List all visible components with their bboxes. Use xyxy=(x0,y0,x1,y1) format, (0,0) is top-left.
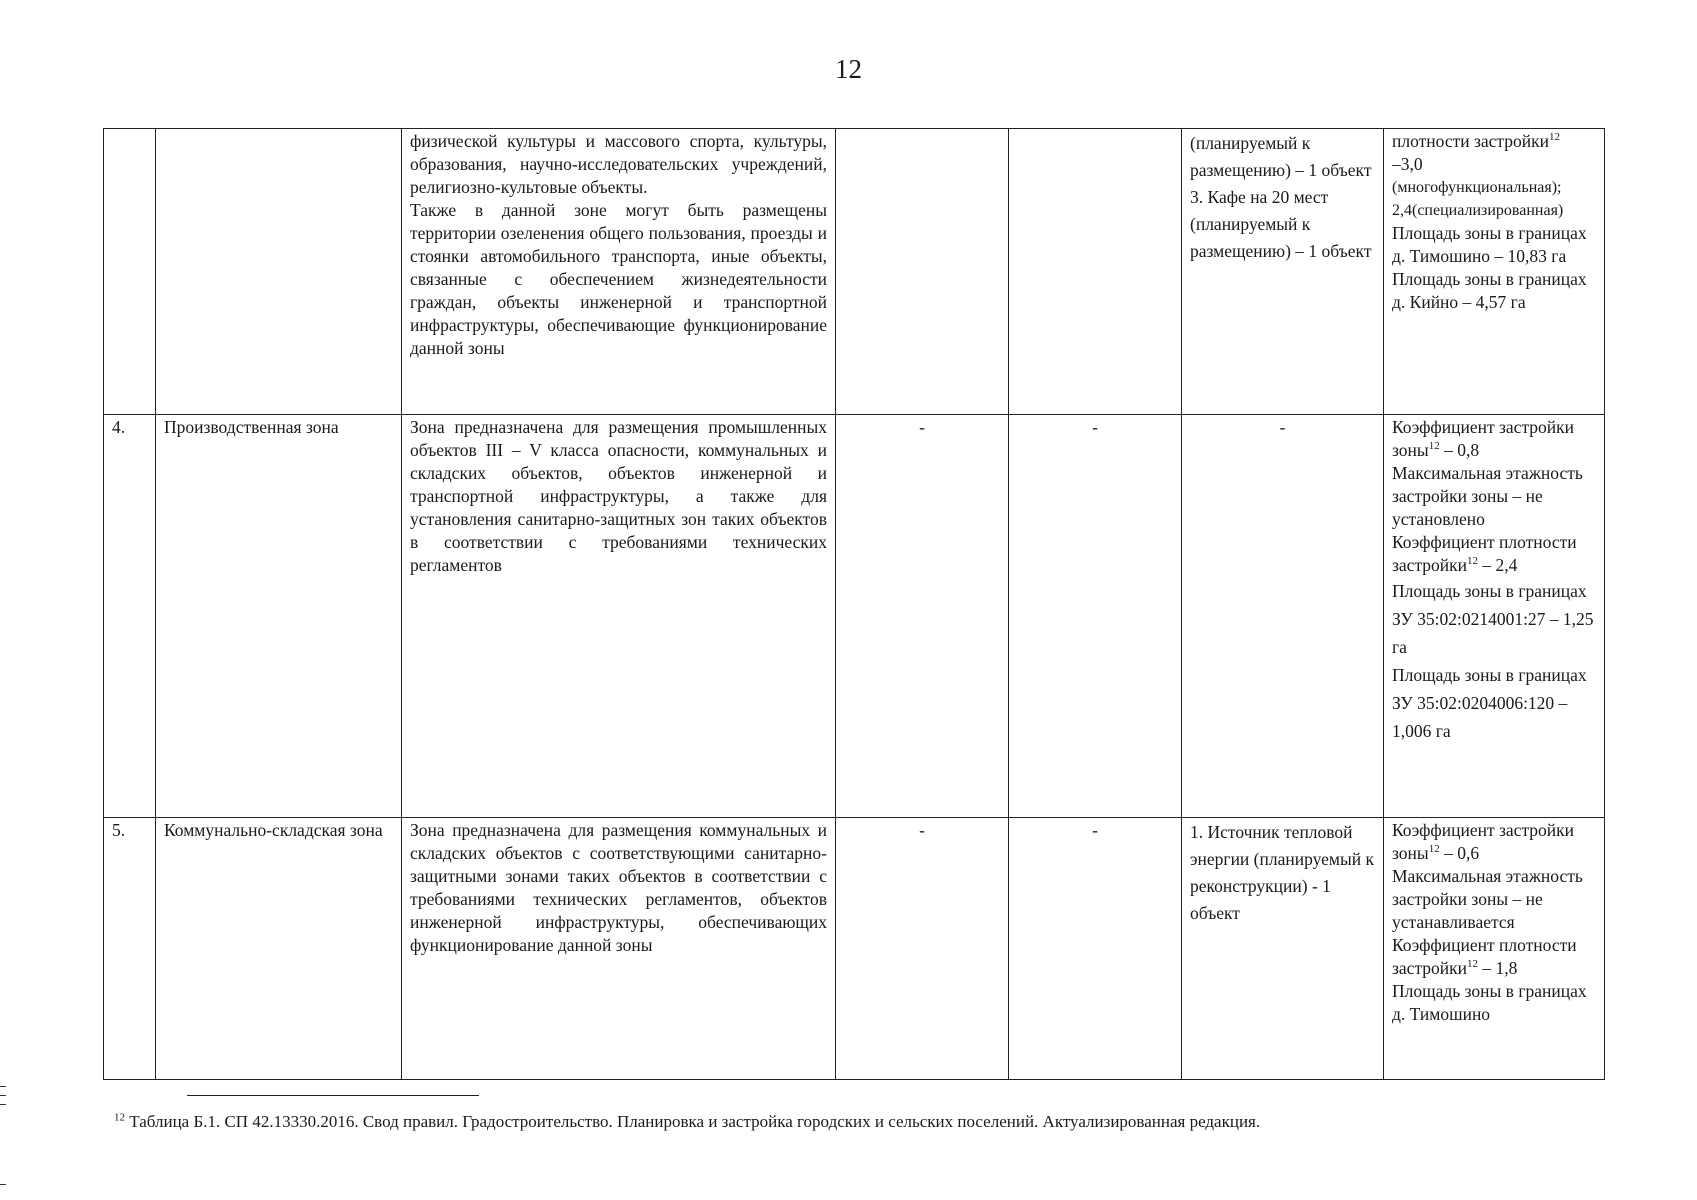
param-text: Коэффициент плотности застройки xyxy=(1392,532,1577,575)
object-item: 1. Источник тепловой энергии (планируемый к реконструкции) - 1 объект xyxy=(1190,822,1374,923)
cell-col5: - xyxy=(1009,818,1182,1080)
param-text: Коэффициент плотности застройки xyxy=(1392,935,1577,978)
param-text: Максимальная этажность застройки зоны – не установлено xyxy=(1392,463,1583,529)
zones-table xyxy=(103,128,1605,1080)
row-number: 5. xyxy=(104,818,156,1080)
param-text: – 2,4 xyxy=(1478,555,1518,575)
zone-description: Зона предназначена для размещения промышленных объектов III – V класса опасности, коммунальных и складских объектов, объектов инженерной и транспортной инфраструктуры, а также для установления санитарно-защитных зон таких объектов в соответствии с требованиями технических регламентов xyxy=(402,415,836,818)
footnote-mark: 12 xyxy=(114,1111,125,1124)
margin-tick xyxy=(0,1086,6,1087)
page-number: 12 xyxy=(835,54,862,84)
table-row xyxy=(104,129,1605,415)
cell-col5: - xyxy=(1009,415,1182,818)
margin-tick xyxy=(0,1184,6,1185)
footnote-ref: 12 xyxy=(1467,555,1479,568)
param-text: – 0,8 xyxy=(1439,440,1480,460)
zone-name: Производственная зона xyxy=(156,415,402,818)
row-number xyxy=(104,129,156,415)
row-number: 4. xyxy=(104,415,156,818)
footnote-ref: 12 xyxy=(1467,958,1479,971)
cell-col4: - xyxy=(836,415,1009,818)
param-text: Максимальная этажность застройки зоны – не устанавливается xyxy=(1392,866,1583,932)
param-text: 2,4(специализированная) xyxy=(1392,202,1564,219)
param-text: Коэффициент застройки зоны xyxy=(1392,417,1575,460)
margin-tick xyxy=(0,1095,6,1096)
zone-name xyxy=(156,129,402,415)
zone-name: Коммунально-складская зона xyxy=(156,818,402,1080)
cell-col4 xyxy=(836,129,1009,415)
param-text: Площадь зоны в границах д. Тимошино – 10,83 га xyxy=(1392,223,1587,266)
param-text: Коэффициент застройки зоны xyxy=(1392,820,1575,863)
param-text: Площадь зоны в границах д. Тимошино xyxy=(1392,981,1587,1024)
planned-objects: - xyxy=(1182,415,1384,818)
table-row xyxy=(104,818,1605,1080)
param-text: Площадь зоны в границах д. Кийно – 4,57 га xyxy=(1392,269,1587,312)
zone-parameters xyxy=(1384,129,1605,415)
param-text: – 1,8 xyxy=(1478,958,1518,978)
planned-objects xyxy=(1182,129,1384,415)
param-text: – 0,6 xyxy=(1439,843,1480,863)
footnote-separator xyxy=(187,1095,479,1096)
zone-parameters xyxy=(1384,415,1605,818)
margin-tick xyxy=(0,1104,6,1105)
param-text: Площадь зоны в границах ЗУ 35:02:0204006:120 – 1,006 га xyxy=(1392,665,1587,741)
footnote-ref: 12 xyxy=(1428,843,1440,856)
planned-objects xyxy=(1182,818,1384,1080)
param-text: Площадь зоны в границах ЗУ 35:02:0214001:27 – 1,25 га xyxy=(1392,581,1594,657)
param-text: плотности застройки xyxy=(1392,131,1550,151)
description-text: физической культуры и массового спорта, культуры, образования, научно-исследовательских учреждений, религиозно-культовые объекты. Также в данной зоне могут быть размещены территории озеленения общего пользования, проезды и стоянки автомобильного транспорта, иные объекты, связанные с обеспечением жизнедеятельности граждан, объекты инженерной и транспортной инфраструктуры, обеспечивающие функционирование данной зоны xyxy=(410,131,827,358)
object-item: 3. Кафе на 20 мест (планируемый к размещению) – 1 объект xyxy=(1190,187,1372,261)
footnote-text: Таблица Б.1. СП 42.13330.2016. Свод правил. Градостроительство. Планировка и застройка городских и сельских поселений. Актуализированная редакция. xyxy=(125,1112,1261,1131)
object-item: (планируемый к размещению) – 1 объект xyxy=(1190,133,1372,180)
footnote-ref: 12 xyxy=(1428,440,1440,453)
footnote xyxy=(114,1112,1260,1132)
table-row xyxy=(104,415,1605,818)
param-text: (многофункциональная); xyxy=(1392,179,1562,196)
param-text: –3,0 xyxy=(1392,154,1423,174)
zone-description xyxy=(402,129,836,415)
footnote-ref: 12 xyxy=(1549,131,1561,144)
cell-col4: - xyxy=(836,818,1009,1080)
zone-parameters xyxy=(1384,818,1605,1080)
zone-description: Зона предназначена для размещения коммунальных и складских объектов с соответствующими санитарно-защитными зонами таких объектов в соответствии с требованиями технических регламентов, объектов инженерной инфраструктуры, обеспечивающих функционирование данной зоны xyxy=(402,818,836,1080)
cell-col5 xyxy=(1009,129,1182,415)
